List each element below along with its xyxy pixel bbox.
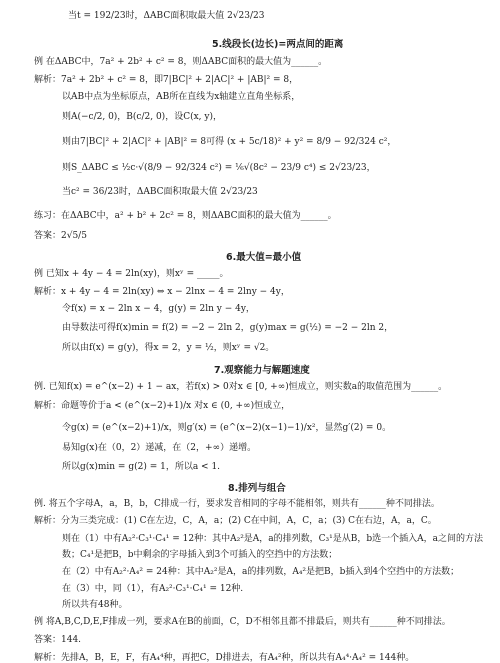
section-heading: 5.线段长(边长)=两点间的距离 [212,39,344,50]
text-line: 当c² = 36/23时，ΔABC面积取最大值 2√23/23 [62,187,258,197]
text-line: 解析：7a² + 2b² + c² = 8，即7|BC|² + 2|AC|² + |AB|² = 8， [34,75,299,85]
text-line: 答案：2√5/5 [34,231,87,241]
text-line: 令f(x) = x − 2ln x − 4，g(y) = 2ln y − 4y， [62,304,255,314]
text-line: 例. 已知f(x) = e^(x−2) + 1 − ax，若f(x) > 0对x ∈ [0, +∞)恒成立，则实数a的取值范围为______。 [34,382,448,392]
text-line: 则S_ΔABC ≤ ½c·√(8/9 − 92/324 c²) = ⅙√(8c² − 23/9 c⁴) ≤ 2√23/23， [62,163,376,173]
text-line: 答案：144. [34,635,82,645]
text-line: 练习：在ΔABC中，a² + b² + 2c² = 8，则ΔABC面积的最大值为______。 [34,211,337,221]
text-line: 由导数法可得f(x)min = f(2) = −2 − 2ln 2，g(y)max = g(½) = −2 − 2ln 2， [62,323,394,333]
section-heading: 7.观察能力与解题速度 [214,365,310,376]
text-line: 在（3）中，同（1），有A₂²·C₃¹·C₄¹ = 12种. [62,584,244,594]
text-line: 则由7|BC|² + 2|AC|² + |AB|² = 8可得 (x + 5c/18)² + y² = 8/9 − 92/324 c²， [62,137,397,147]
text-line: 解析：分为三类完成：(1) C在左边，C，A，a；(2) C在中间，A，C，a；(3) C在右边，A，a，C。 [34,516,437,526]
section-heading: 6.最大值=最小值 [226,252,302,263]
text-line: 则在（1）中有A₂²·C₃¹·C₄¹ = 12种：其中A₂²是A，a的排列数，C₃¹是从B，b选一个插入A，a之间的方法 [62,534,484,544]
text-line: 例 已知x + 4y − 4 = 2ln(xy)，则xʸ = _____。 [34,269,229,279]
text-line: 在（2）中有A₂²·A₄² = 24种：其中A₂²是A，a的排列数，A₄²是把B，b插入到4个空挡中的方法数； [62,567,460,577]
text-line: 解析：先排A，B，E，F，有A₄⁴种，再把C，D排进去，有A₄²种，所以共有A₄⁴·A₄² = 144种。 [34,653,415,663]
text-line: 当t = 192/23时，ΔABC面积取最大值 2√23/23 [68,11,265,21]
text-line: 所以g(x)min = g(2) = 1，所以a < 1. [62,462,221,472]
text-line: 易知g(x)在（0，2）递减，在（2，+∞）递增。 [62,443,257,453]
text-line: 令g(x) = (e^(x−2)+1)/x，则g′(x) = (e^(x−2)(x−1)−1)/x²，显然g′(2) = 0。 [62,423,392,433]
text-line: 以AB中点为坐标原点，AB所在直线为x轴建立直角坐标系， [62,92,301,102]
section-heading: 8.排列与组合 [228,483,286,494]
text-line: 解析：x + 4y − 4 = 2ln(xy) ⇔ x − 2lnx − 4 = 2lny − 4y， [34,287,290,297]
text-line: 数；C₄¹是把B，b中剩余的字母插入到3个可插入的空挡中的方法数； [62,550,338,560]
text-line: 例. 将五个字母A，a，B，b，C排成一行，要求发音相同的字母不能相邻，则共有______种不同排法。 [34,499,440,509]
text-line: 所以共有48种。 [62,600,128,610]
text-line: 所以由f(x) = g(y)，得x = 2，y = ½，则xʸ = √2。 [62,343,275,353]
text-line: 则A(−c/2, 0)，B(c/2, 0)，设C(x, y)， [62,112,222,122]
text-line: 解析：命题等价于a < (e^(x−2)+1)/x 对x ∈ (0, +∞)恒成立， [34,401,291,411]
text-line: 例 在ΔABC中，7a² + 2b² + c² = 8，则ΔABC面积的最大值为______。 [34,57,328,67]
text-line: 例 将A,B,C,D,E,F排成一列，要求A在B的前面，C，D不相邻且都不排最后，则共有______种不同排法。 [34,617,451,627]
